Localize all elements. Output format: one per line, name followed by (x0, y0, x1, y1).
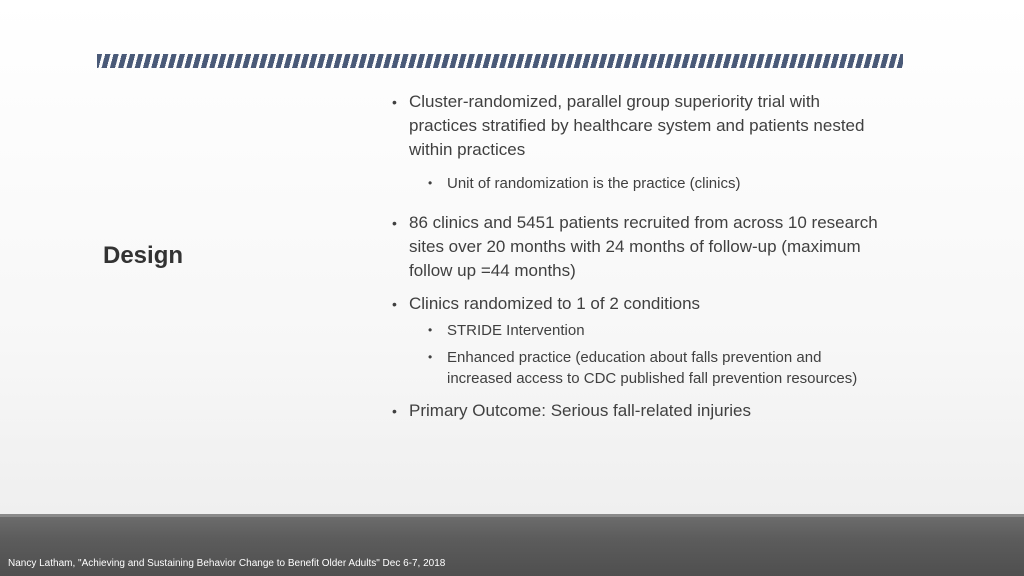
bullet-text: Enhanced practice (education about falls prevention and increased access to CDC published fall prevention resources) (447, 349, 858, 387)
bullet-list (390, 90, 890, 423)
bullet-item (390, 292, 890, 316)
bullet-item (390, 211, 890, 283)
bullet-icon: • (428, 323, 433, 337)
bullet-text: Primary Outcome: Serious fall-related injuries (409, 401, 752, 420)
sub-bullet-item (390, 173, 890, 194)
sub-bullet-item (390, 320, 890, 341)
bullet-icon: • (392, 296, 397, 312)
bullet-icon: • (428, 176, 433, 190)
bullet-text: Cluster-randomized, parallel group superiority trial with practices stratified by healthcare system and patients nested within practices (409, 92, 865, 159)
bullet-text: 86 clinics and 5451 patients recruited from across 10 research sites over 20 months with 24 months of follow-up (maximum follow up =44 months) (409, 213, 878, 280)
sub-bullet-item (390, 347, 890, 389)
bullet-text: Unit of randomization is the practice (clinics) (447, 175, 741, 192)
bullet-text: STRIDE Intervention (447, 322, 585, 339)
bullet-icon: • (428, 350, 433, 364)
bullet-icon: • (392, 215, 397, 231)
bullet-item (390, 90, 890, 162)
bullet-icon: • (392, 94, 397, 110)
footer-citation: Nancy Latham, "Achieving and Sustaining Behavior Change to Benefit Older Adults" Dec 6-7, 2018 (8, 558, 446, 569)
slide-title: Design (103, 242, 184, 269)
bullet-icon: • (392, 403, 397, 419)
bullet-item (390, 399, 890, 423)
bullet-text: Clinics randomized to 1 of 2 conditions (409, 294, 701, 313)
decorative-stripe-bar (97, 54, 903, 68)
